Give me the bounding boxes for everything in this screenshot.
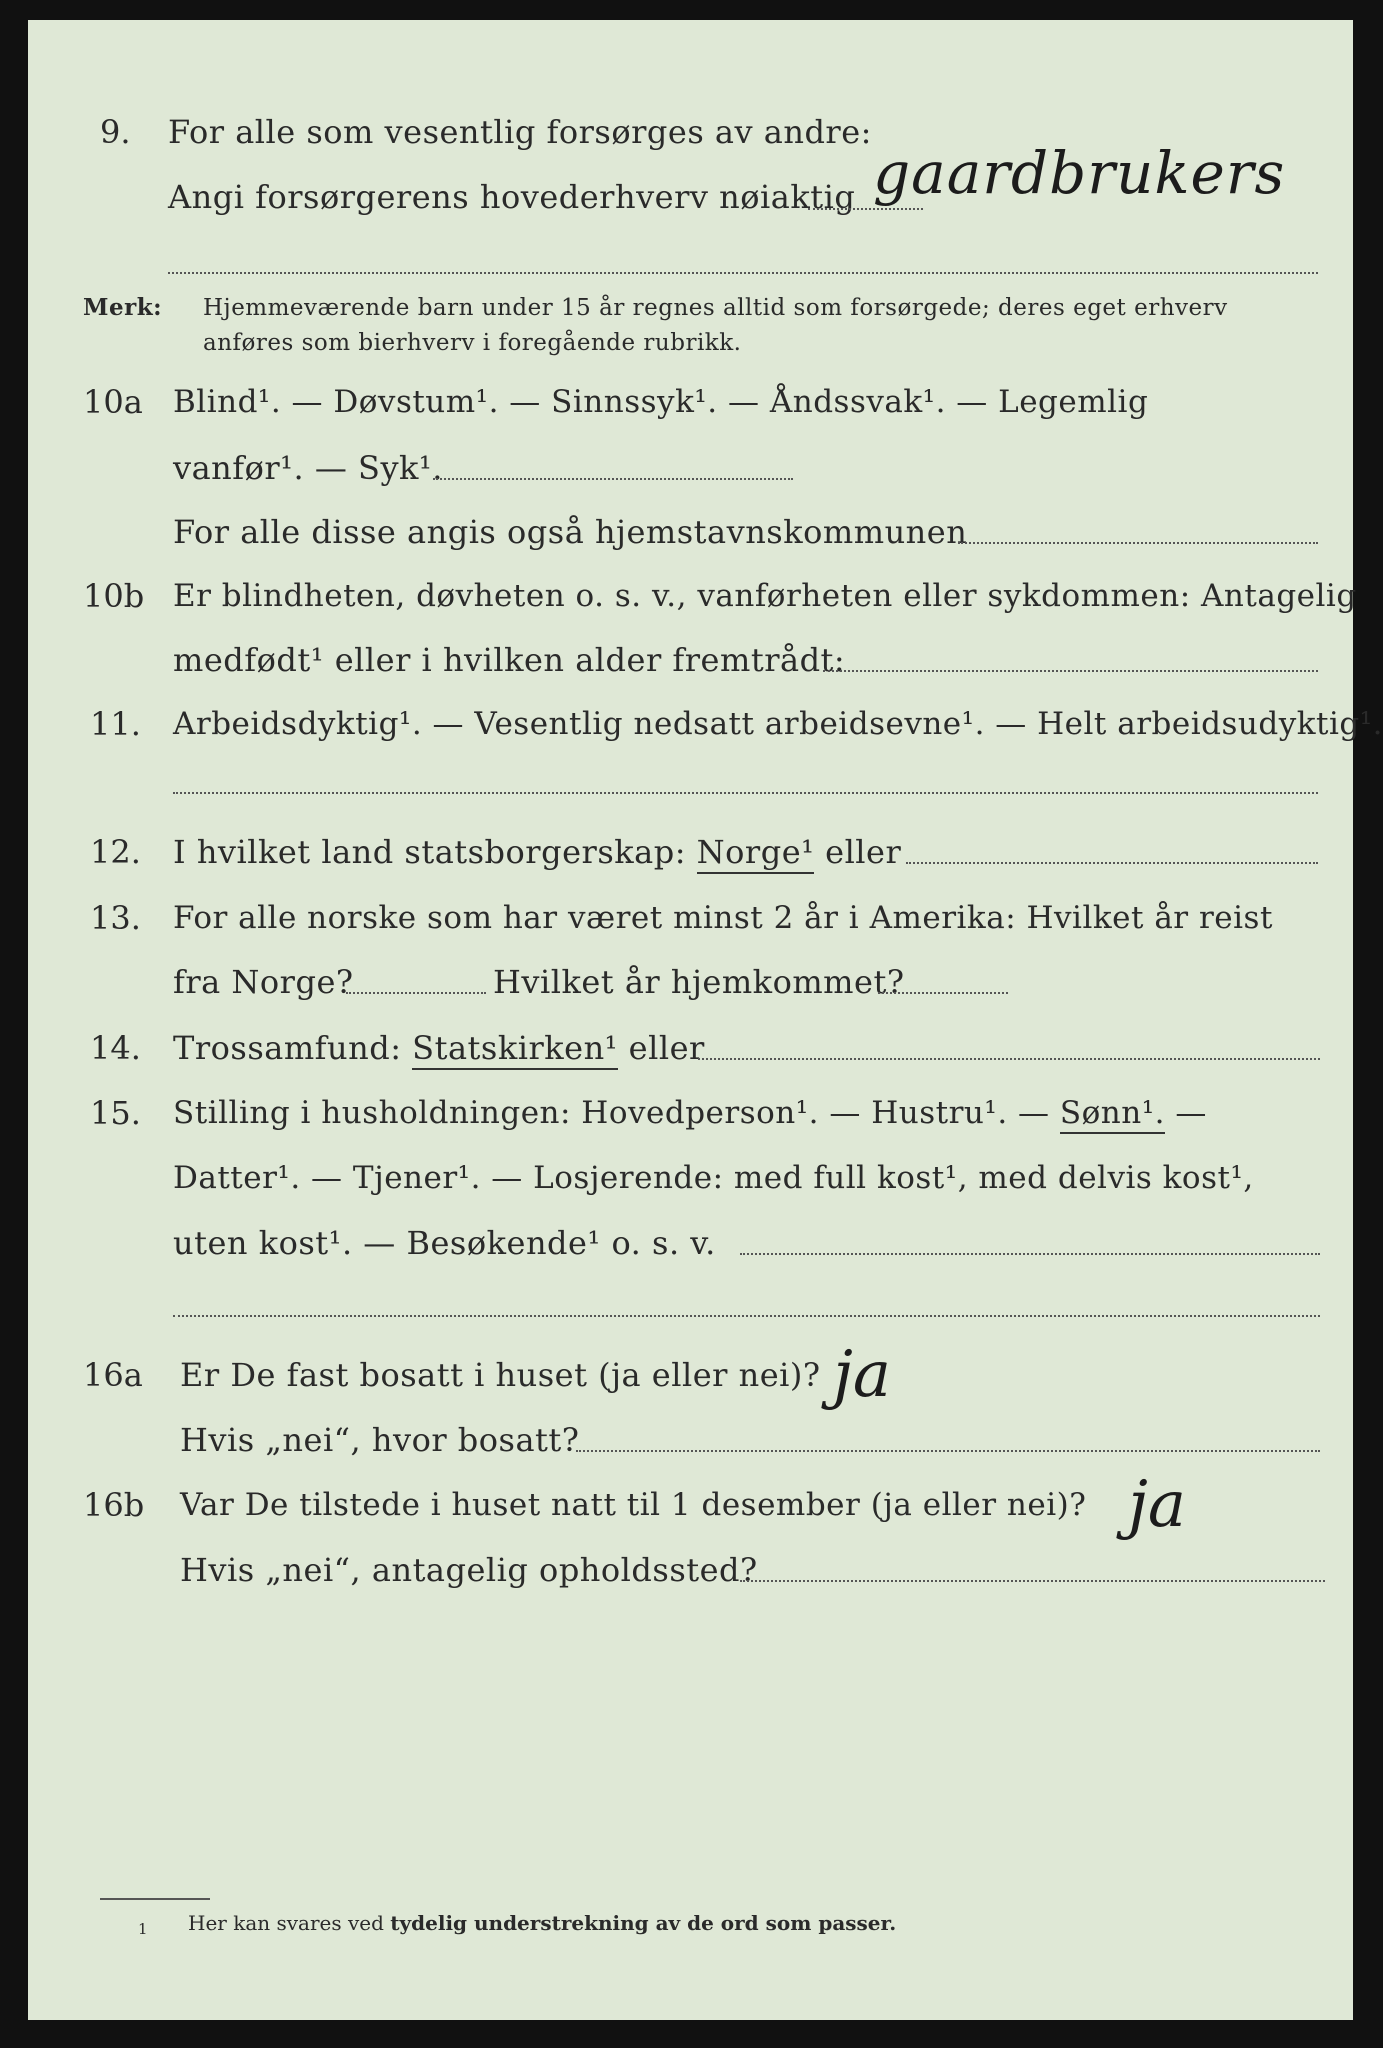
q16a-line2: Hvis „nei“, hvor bosatt? [180,1421,580,1459]
q12-line [173,832,901,872]
merk-line2: anføres som bierhverv i foregående rubrikk. [203,330,742,356]
q11-line1: Arbeidsdyktig¹. — Vesentlig nedsatt arbeidsevne¹. — Helt arbeidsudyktig¹. [173,706,1383,742]
q16a-handwritten-answer: ja [833,1338,891,1412]
q15-line3: uten kost¹. — Besøkende¹ o. s. v. [173,1224,716,1262]
q14-suffix: eller [628,1029,705,1067]
q12-number: 12. [90,833,141,871]
q15-number: 15. [90,1094,141,1132]
q16b-handwritten-answer: ja [1128,1468,1186,1542]
q15-extra-line [173,1315,1320,1317]
q10a-line3: For alle disse angis også hjemstavnskommunen [173,513,968,551]
q10a-number: 10a [83,383,143,421]
q15-line1-start: Stilling i husholdningen: Hovedperson¹. — Hustru¹. — [173,1095,1050,1131]
q12-prefix: I hvilket land statsborgerskap: [173,833,686,871]
q10b-line1: Er blindheten, døvheten o. s. v., vanførheten eller sykdommen: Antagelig [173,578,1357,614]
merk-label: Merk: [83,294,163,321]
q9-line1: For alle som vesentlig forsørges av andre: [168,113,872,151]
q15-line1-end: — [1175,1095,1207,1131]
q9-number: 9. [100,113,131,151]
q9-answer-line [808,208,923,210]
q14-line [173,1028,705,1068]
q14-number: 14. [90,1029,141,1067]
q10a-syk-line [433,478,793,480]
q14-statskirken-underlined: Statskirken¹ [412,1029,618,1070]
footnote-text-plain: Her kan svares ved [188,1911,384,1935]
q13-reist-line [346,992,486,994]
q16b-line2: Hvis „nei“, antagelig opholdssted? [180,1551,758,1589]
q10b-number: 10b [83,577,145,615]
q10a-line1: Blind¹. — Døvstum¹. — Sinnssyk¹. — Åndssvak¹. — Legemlig [173,384,1149,420]
q9-handwritten-answer: gaardbrukers [873,139,1286,207]
q10b-line2: medfødt¹ eller i hvilken alder fremtrådt: [173,641,846,679]
q16a-line1: Er De fast bosatt i huset (ja eller nei)? [180,1356,821,1394]
q9-extra-line [168,272,1318,274]
footnote-text-bold: tydelig understrekning av de ord som passer. [390,1911,897,1935]
merk-line1: Hjemmeværende barn under 15 år regnes alltid som forsørgede; deres eget erhverv [203,295,1228,321]
q16a-bosatt-line [576,1450,1320,1452]
q14-trossamfund-line [698,1058,1320,1060]
q16b-line1: Var De tilstede i huset natt til 1 desember (ja eller nei)? [180,1487,1087,1523]
q10a-hjemstavn-line [958,542,1318,544]
q9-line2: Angi forsørgerens hovederhverv nøiaktig [168,178,856,216]
q15-line1 [173,1093,1207,1133]
q10b-alder-line [823,670,1318,672]
q15-besokende-line [740,1253,1320,1255]
q14-prefix: Trossamfund: [173,1029,402,1067]
footnote-text [188,1910,896,1936]
q12-land-line [906,862,1318,864]
q12-norge-underlined: Norge¹ [697,833,815,874]
footnote-mark: 1 [138,1920,148,1938]
footnote-rule [100,1898,210,1900]
q13-line1: For alle norske som har været minst 2 år i Amerika: Hvilket år reist [173,900,1273,936]
q11-extra-line [173,792,1318,794]
q13-line2b: Hvilket år hjemkommet? [493,963,905,1001]
q13-number: 13. [90,899,141,937]
q15-line2: Datter¹. — Tjener¹. — Losjerende: med full kost¹, med delvis kost¹, [173,1160,1254,1196]
q13-hjemkommet-line [878,992,1008,994]
q12-suffix: eller [825,833,902,871]
q16b-number: 16b [83,1486,145,1524]
q16b-opholdssted-line [740,1580,1325,1582]
q10a-line2: vanfør¹. — Syk¹. [173,449,443,487]
q11-number: 11. [90,705,141,743]
q15-sonn-underlined: Sønn¹. [1060,1095,1165,1134]
q13-line2a: fra Norge? [173,963,354,1001]
census-form-page [28,20,1383,2020]
q16a-number: 16a [83,1356,143,1394]
